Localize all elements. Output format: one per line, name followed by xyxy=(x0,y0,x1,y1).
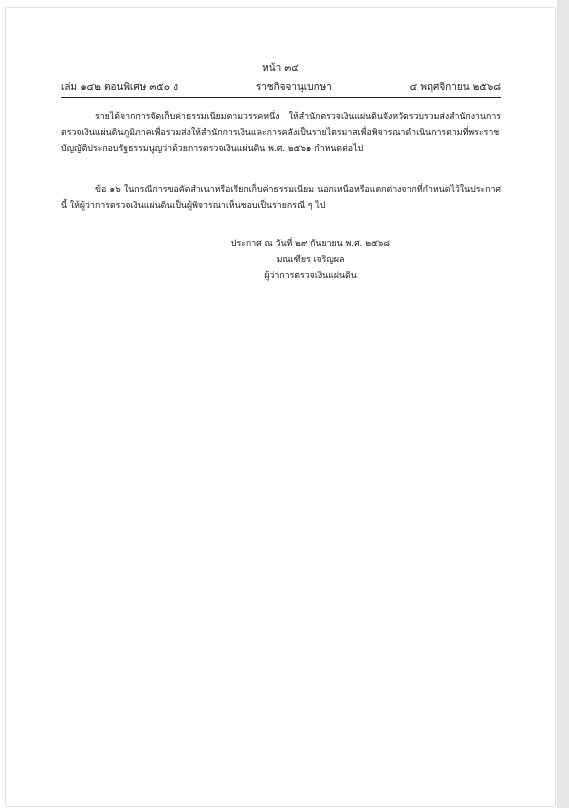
body-paragraph-2-block xyxy=(61,182,501,214)
signer-position: ผู้ว่าการตรวจเงินแผ่นดิน xyxy=(264,271,357,281)
header-publication: ราชกิจจานุเบกษา xyxy=(255,82,332,93)
document-page xyxy=(6,8,555,806)
gazette-header xyxy=(61,81,501,95)
signature-block xyxy=(6,236,555,284)
viewer-scroll-edge xyxy=(557,0,569,808)
header-volume: เล่ม ๑๔๒ ตอนพิเศษ ๓๕๐ ง xyxy=(61,82,179,93)
body-paragraph: รายได้จากการจัดเก็บค่าธรรมเนียมตามวรรคหนึ่ง ให้สำนักตรวจเงินแผ่นดินจังหวัดรวบรวมส่งสำนักงานการตรวจเงินแผ่นดินภูมิภาคเพื่อรวมส่งให้สำนักการเงินและการคลังเป็นรายไตรมาสเพื่อพิจารณาดำเนินการตามที่พระราชบัญญัติประกอบรัฐธรรมนูญว่าด้วยการตรวจเงินแผ่นดิน พ.ศ. ๒๕๖๑ กำหนดต่อไป xyxy=(61,112,501,154)
body-paragraph: ข้อ ๑๖ ในกรณีการขอคัดสำเนาหรือเรียกเก็บค่าธรรมเนียม นอกเหนือหรือแตกต่างจากที่กำหนดไว้ในประกาศนี้ ให้ผู้ว่าการตรวจเงินแผ่นดินเป็นผู้พิจารณาเห็นชอบเป็นรายกรณี ๆ ไป xyxy=(61,185,501,211)
body-paragraph-1-block xyxy=(61,109,501,157)
announcement-date: ประกาศ ณ วันที่ ๒๙ กันยายน พ.ศ. ๒๕๖๘ xyxy=(230,239,391,249)
page-number: หน้า ๓๔ xyxy=(262,63,299,74)
header-date: ๔ พฤศจิกายน ๒๕๖๘ xyxy=(409,82,501,93)
signer-name: มณเฑียร เจริญผล xyxy=(276,255,345,265)
header-divider xyxy=(61,97,501,98)
